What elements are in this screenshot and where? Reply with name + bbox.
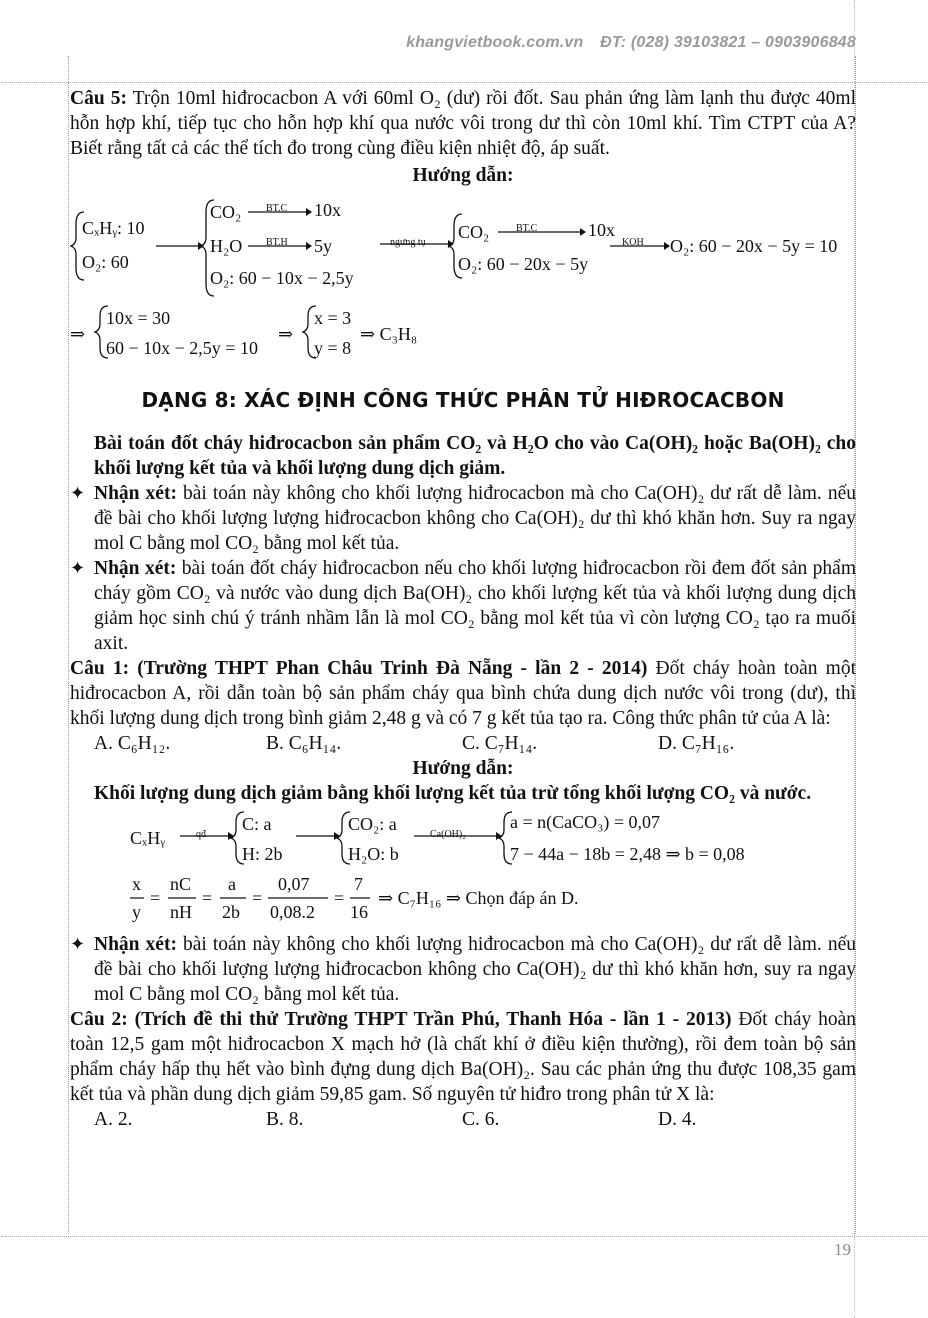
- question-1: [70, 656, 856, 731]
- q5-e1: 10x = 30: [106, 308, 171, 328]
- ratio-denominator: 0,08.2: [270, 902, 315, 922]
- q1-explain: Khối lượng dung dịch giảm bằng khối lượng kết tủa trừ tổng khối lượng CO₂ và nước.: [94, 783, 812, 804]
- q1-text: Đốt cháy hoàn toàn một hiđrocacbon A, rồi dẫn toàn bộ sản phẩm cháy qua bình chứa dung dịch nước vôi trong (dư), thì khối lượng dung dịch trong bình giảm 2,48 g và có 7 g kết tủa tạo ra. Công thức phân tử của A là:: [70, 658, 856, 729]
- q1-cxhy: CₓHᵧ: [130, 828, 165, 848]
- ratio-a: a: [228, 874, 236, 894]
- ratio-2b: 2b: [222, 902, 240, 922]
- q1-answer-d: D. C₇H₁₆.: [658, 733, 735, 754]
- header-phone: ĐT: (028) 39103821 – 0903906848: [600, 34, 856, 51]
- ratio-nc: nC: [170, 874, 192, 894]
- q5-h2o: H₂O: [210, 236, 243, 256]
- q1-qd: qđ: [196, 829, 206, 840]
- q1-c-a: C: a: [242, 814, 272, 834]
- ratio-eq1: =: [150, 888, 161, 908]
- q5-co2-b: CO₂: [458, 222, 490, 242]
- q5-r1: x = 3: [314, 308, 352, 328]
- q5-e2: 60 − 10x − 2,5y = 10: [106, 338, 258, 358]
- ratio-y: y: [132, 902, 141, 922]
- q5-text: Trộn 10ml hiđrocacbon A với 60ml O₂ (dư) rồi đốt. Sau phản ứng làm lạnh thu được 40ml hỗn hợp khí, tiếp tục cho hỗn hợp khí qua nước vôi trong dư thì còn 10ml khí. Tìm CTPT của A? Biết rằng tất cả các thể tích đo trong cùng điều kiện nhiệt độ, áp suất.: [70, 88, 856, 159]
- note-2-label: Nhận xét:: [94, 558, 177, 579]
- ratio-eq2: =: [202, 888, 213, 908]
- q5-bth: BT.H: [266, 237, 288, 248]
- q5-ngung-tu: ngưng tụ: [390, 237, 426, 248]
- ratio-result: ⇒ C₇H₁₆ ⇒ Chọn đáp án D.: [378, 888, 579, 908]
- q5-o2-rest2: O₂: 60 − 20x − 5y: [458, 254, 589, 274]
- q2-answers: [70, 1107, 856, 1132]
- q2-answer-b: B. 8.: [266, 1109, 304, 1130]
- q1-answer-c: C. C₇H₁₄.: [462, 733, 538, 754]
- ratio-eq3: =: [252, 888, 263, 908]
- q5-r2: y = 8: [314, 338, 352, 358]
- ratio-007: 0,07: [278, 874, 310, 894]
- q5-btc2: BT.C: [516, 223, 538, 234]
- q5-o2-60: O₂: 60: [82, 252, 129, 272]
- q5-co2: CO₂: [210, 202, 242, 222]
- q5-imp2: ⇒: [278, 324, 294, 344]
- q5-btc: BT.C: [266, 203, 288, 214]
- q1-reaction-scheme: [70, 806, 856, 870]
- star-icon: ✦: [70, 558, 86, 578]
- note-3-text: bài toán này không cho khối lượng hiđrocacbon mà cho Ca(OH)₂ dư rất dễ làm. nếu đề bài cho khối lượng lượng hiđrocacbon không cho Ca(OH)₂ dư thì khó khăn hơn, suy ra ngay mol C bằng mol CO₂ bằng mol kết tủa.: [94, 934, 856, 1005]
- q1-guide: Hướng dẫn:: [412, 758, 514, 779]
- q1-caoh2: Ca(OH)₂: [430, 829, 466, 840]
- question-2: [70, 1007, 856, 1107]
- page-header: [394, 34, 856, 52]
- q5-guide-title: [70, 163, 856, 188]
- ratio-x: x: [132, 874, 141, 894]
- star-icon: ✦: [70, 934, 86, 954]
- q5-10x-b: 10x: [588, 220, 615, 240]
- section-heading: DẠNG 8: XÁC ĐỊNH CÔNG THỨC PHÂN TỬ HIĐROCACBON: [141, 388, 785, 412]
- q2-label: Câu 2: (Trích đề thi thử Trường THPT Trần Phú, Thanh Hóa - lần 1 - 2013): [70, 1009, 732, 1030]
- intro-text: Bài toán đốt cháy hiđrocacbon sản phẩm CO₂ và H₂O cho vào Ca(OH)₂ hoặc Ba(OH)₂ cho khối lượng kết tủa và khối lượng dung dịch giảm.: [94, 433, 856, 479]
- q5-o2-rest: O₂: 60 − 10x − 2,5y: [210, 268, 354, 288]
- star-icon: ✦: [70, 483, 86, 503]
- q2-answer-c: C. 6.: [462, 1109, 500, 1130]
- q5-label: Câu 5:: [70, 88, 127, 109]
- q5-guide: Hướng dẫn:: [412, 165, 514, 186]
- q1-fraction-bars: [70, 870, 370, 926]
- note-3: [70, 932, 856, 1007]
- q5-koh: KOH: [622, 237, 644, 248]
- ratio-eq4: =: [334, 888, 345, 908]
- header-site: khangvietbook.com.vn: [406, 34, 584, 51]
- q1-co2-a: CO₂: a: [348, 814, 397, 834]
- ratio-7: 7: [354, 874, 363, 894]
- q2-text: Đốt cháy hoàn toàn 12,5 gam một hiđrocacbon X mạch hở (là chất khí ở điều kiện thường), rồi đem toàn bộ sản phẩm cháy hấp thụ hết vào bình đựng dung dịch Ba(OH)₂. Sau các phản ứng thu được 108,35 gam kết tủa và phần dung dịch giảm 59,85 gam. Số nguyên tử hiđro trong phân tử X là:: [70, 1009, 856, 1105]
- q5-cxhy: CₓHᵧ: 10: [82, 218, 145, 238]
- note-3-label: Nhận xét:: [94, 934, 177, 955]
- q2-answer-d: D. 4.: [658, 1109, 697, 1130]
- ratio-16: 16: [350, 902, 368, 922]
- note-1-text: bài toán này không cho khối lượng hiđrocacbon mà cho Ca(OH)₂ dư rất dễ làm. nếu đề bài cho khối lượng lượng hiđrocacbon không cho Ca(OH)₂ dư thì khó khăn hơn. Suy ra ngay mol C bằng mol CO₂ bằng mol kết tủa.: [94, 483, 856, 554]
- q1-ratio: [70, 870, 856, 926]
- q1-h2o-b: H₂O: b: [348, 844, 399, 864]
- note-2: [70, 556, 856, 656]
- q1-h-2b: H: 2b: [242, 844, 283, 864]
- note-1: [70, 481, 856, 556]
- q5-imp1: ⇒: [70, 324, 86, 344]
- page-content: [70, 86, 856, 1132]
- q2-answer-a: A. 2.: [94, 1109, 133, 1130]
- q1-label: Câu 1: (Trường THPT Phan Châu Trinh Đà Nẵng - lần 2 - 2014): [70, 658, 648, 679]
- note-1-label: Nhận xét:: [94, 483, 177, 504]
- q1-answers: [70, 731, 856, 756]
- q1-guide-title: [70, 756, 856, 781]
- q5-final: O₂: 60 − 20x − 5y = 10: [670, 236, 838, 256]
- q1-eq2: 7 − 44a − 18b = 2,48 ⇒ b = 0,08: [510, 844, 745, 864]
- q1-answer-a: A. C₆H₁₂.: [94, 733, 171, 754]
- q5-system: [70, 300, 856, 362]
- page-number: 19: [834, 1240, 851, 1259]
- q5-reaction-scheme: [70, 188, 856, 300]
- q5-result: ⇒ C₃H₈: [360, 324, 418, 344]
- question-5: [70, 86, 856, 161]
- q1-answer-b: B. C₆H₁₄.: [266, 733, 342, 754]
- ratio-nh: nH: [170, 902, 192, 922]
- note-2-text: bài toán đốt cháy hiđrocacbon nếu cho khối lượng hiđrocacbon rồi đem đốt sản phẩm cháy gồm CO₂ và nước vào dung dịch Ba(OH)₂ cho khối lượng kết tủa và khối lượng dung dịch giảm học sinh chú ý tránh nhầm lẫn là mol CO₂ bằng mol kết tủa vì còn lượng CO₂ tạo ra muối axit.: [94, 558, 856, 654]
- q1-eq1: a = n(CaCO₃) = 0,07: [510, 812, 661, 832]
- q5-5y: 5y: [314, 236, 332, 256]
- q5-10x: 10x: [314, 200, 341, 220]
